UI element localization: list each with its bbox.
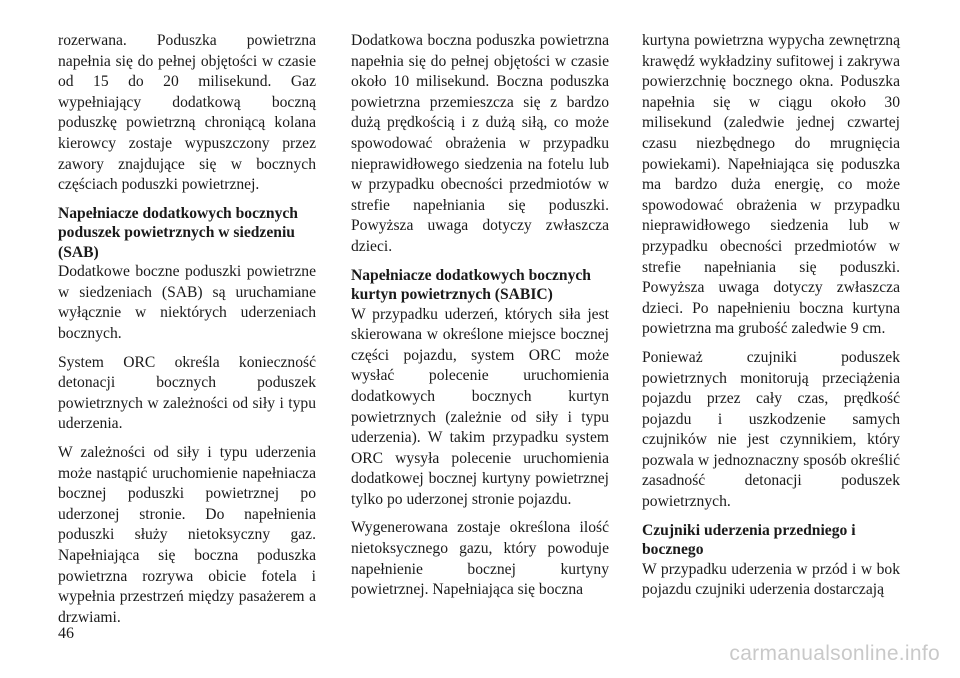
paragraph: Dodatkowa boczna poduszka powietrzna napełnia się do pełnej objętości w czasie około 10 milisekund. Boczna poduszka powietrzna przemieszcza się z bardzo dużą prędkością i z dużą siłą, co może spowodować obrażenia w przypadku nieprawidłowego siedzenia na fotelu lub w przypadku obecności przedmiotów w strefie napełniania się poduszki. Powyższa uwaga dotyczy zwłaszcza dzieci. (351, 32, 609, 255)
paragraph: Dodatkowe boczne poduszki powietrzne w siedzeniach (SAB) są uruchamiane wyłącznie w niektórych uderzeniach bocznych. (58, 263, 316, 343)
paragraph: W zależności od siły i typu uderzenia może nastąpić uruchomienie napełniacza bocznej poduszki powietrznej po uderzonej stronie. Do napełnienia poduszki służy nietoksyczny gaz. Napełniająca się boczna poduszka powietrzna rozrywa obicie fotela i wypełnia przestrzeń między pasażerem a drzwiami. (58, 444, 316, 626)
paragraph: System ORC określa konieczność detonacji bocznych poduszek powietrznych w zależności od siły i typu uderzenia. (58, 353, 316, 433)
paragraph: Ponieważ czujniki poduszek powietrznych monitorują przeciążenia pojazdu przez cały czas, prędkość pojazdu i uszkodzenie samych czujników nie jest czynnikiem, który pozwala w jednoznaczny sposób określić zasadność detonacji poduszek powietrznych. (642, 348, 900, 511)
text-column-1 (58, 31, 316, 636)
paragraph: Wygenerowana zostaje określona ilość nietoksycznego gazu, który powoduje napełnienie bocznej kurtyny powietrznej. Napełniająca się boczna (351, 519, 609, 599)
paragraph: rozerwana. Poduszka powietrzna napełnia się do pełnej objętości w czasie od 15 do 20 milisekund. Gaz wypełniający dodatkową boczną poduszkę powietrzną chroniącą kolana kierowcy zostaje wypuszczony przez zawory znajdujące się w bocznych częściach poduszki powietrznej. (58, 32, 316, 194)
paragraph: W przypadku uderzeń, których siła jest skierowana w określone miejsce bocznej części pojazdu, system ORC może wysłać polecenie uruchomienia dodatkowych bocznych kurtyn powietrznych (zależnie od siły i typu uderzenia). W takim przypadku system ORC wysyła polecenie uruchomienia dodatkowej bocznej kurtyny powietrznej tylko po uderzonej stronie pojazdu. (351, 305, 609, 508)
section-heading-sab: Napełniacze dodatkowych bocznych poduszek powietrznych w siedzeniu (SAB) (58, 204, 298, 261)
text-column-3 (642, 31, 900, 609)
watermark: carmanualsonline.info (729, 642, 940, 665)
paragraph: kurtyna powietrzna wypycha zewnętrzną krawędź wykładziny sufitowej i zakrywa powierzchnię bocznego okna. Poduszka napełnia się w ciągu około 30 milisekund (zaledwie jednej czwartej czasu niezbędnego do mrugnięcia powiekami). Napełniająca się poduszka ma bardzo duża energię, co może spowodować obrażenia w przypadku nieprawidłowego siedzenia lub w przypadku obecności przedmiotów w strefie napełniania się poduszki. Powyższa uwaga dotyczy zwłaszcza dzieci. Po napełnieniu boczna kurtyna powietrzna ma grubość zaledwie 9 cm. (642, 32, 900, 338)
text-column-2 (351, 31, 609, 609)
section-heading-crash-sensors: Czujniki uderzenia przedniego i bocznego (642, 521, 856, 559)
section-heading-sabic: Napełniacze dodatkowych bocznych kurtyn powietrznych (SABIC) (351, 266, 591, 304)
paragraph: W przypadku uderzenia w przód i w bok pojazdu czujniki uderzenia dostarczają (642, 560, 900, 599)
page-number: 46 (58, 625, 74, 642)
